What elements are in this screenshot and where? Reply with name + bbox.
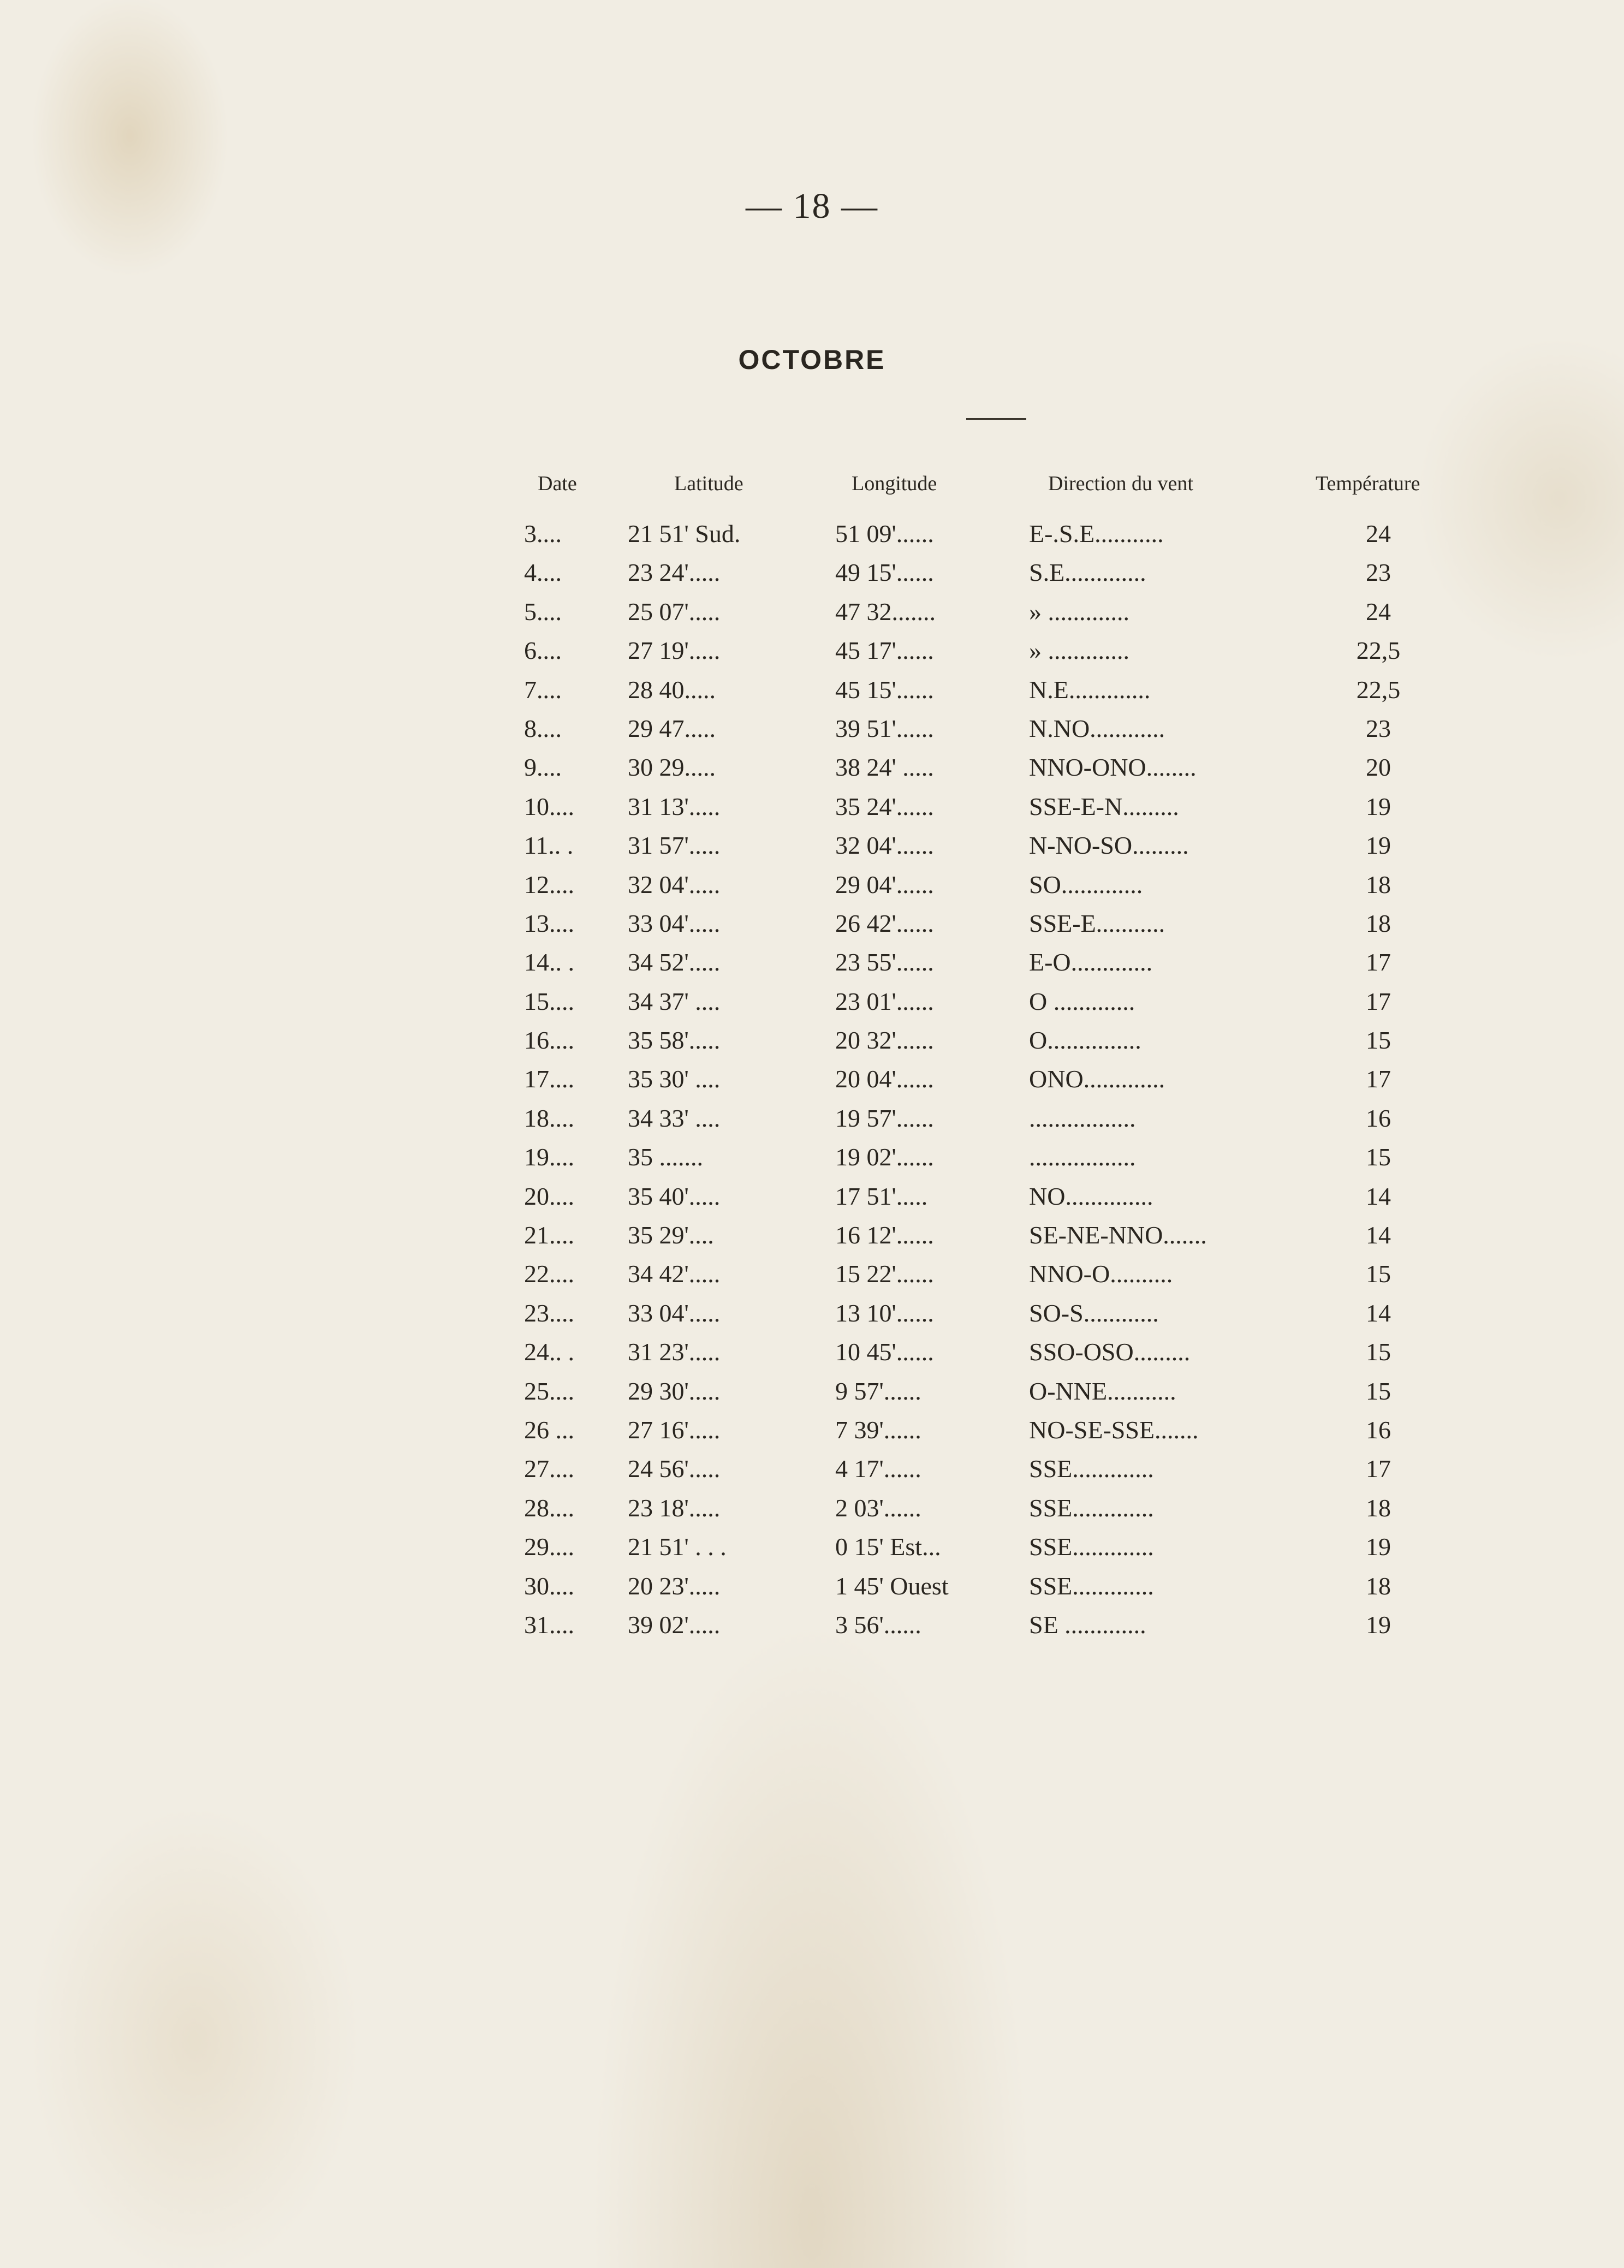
cell-longitude: 19 57'...... xyxy=(835,1104,934,1132)
table-row xyxy=(0,1294,1624,1332)
cell-temperature: 20 xyxy=(1366,753,1391,782)
cell-latitude: 25 07'..... xyxy=(628,597,721,626)
table-row xyxy=(0,1527,1624,1566)
table-row xyxy=(0,1099,1624,1138)
table-row xyxy=(0,904,1624,943)
table-row xyxy=(0,1138,1624,1176)
table-row xyxy=(0,670,1624,709)
cell-longitude: 10 45'...... xyxy=(835,1338,934,1366)
cell-date: 6.... xyxy=(524,636,562,665)
cell-wind-direction: SSO-OSO......... xyxy=(1029,1338,1191,1366)
table-row xyxy=(0,1410,1624,1449)
cell-latitude: 34 37' .... xyxy=(628,987,721,1015)
cell-date: 20.... xyxy=(524,1182,574,1210)
month-title: OCTOBRE xyxy=(738,344,886,375)
cell-date: 15.... xyxy=(524,987,574,1015)
cell-wind-direction: SE ............. xyxy=(1029,1610,1146,1639)
cell-temperature: 18 xyxy=(1366,1571,1391,1600)
cell-wind-direction: O-NNE........... xyxy=(1029,1377,1176,1405)
cell-wind-direction: NO-SE-SSE....... xyxy=(1029,1415,1199,1444)
cell-latitude: 35 58'..... xyxy=(628,1026,721,1055)
cell-longitude: 51 09'...... xyxy=(835,520,934,547)
cell-temperature: 24 xyxy=(1366,597,1391,626)
table-row xyxy=(0,1372,1624,1410)
cell-longitude: 17 51'..... xyxy=(835,1182,928,1210)
cell-temperature: 15 xyxy=(1366,1260,1391,1288)
cell-latitude: 33 04'..... xyxy=(628,909,721,937)
cell-latitude: 35 30' .... xyxy=(628,1065,721,1093)
cell-longitude: 39 51'...... xyxy=(835,714,934,742)
cell-wind-direction: SE-NE-NNO....... xyxy=(1029,1221,1207,1249)
table-row xyxy=(0,514,1624,553)
cell-temperature: 17 xyxy=(1366,987,1391,1015)
table-row xyxy=(0,1489,1624,1527)
cell-date: 19.... xyxy=(524,1143,574,1171)
cell-date: 30.... xyxy=(524,1571,574,1600)
cell-date: 24.. . xyxy=(524,1338,574,1366)
weather-table xyxy=(0,514,1624,1644)
cell-date: 9.... xyxy=(524,753,562,782)
cell-date: 5.... xyxy=(524,597,562,626)
cell-longitude: 26 42'...... xyxy=(835,909,934,937)
cell-wind-direction: E-O............. xyxy=(1029,948,1153,977)
cell-temperature: 14 xyxy=(1366,1299,1391,1327)
cell-latitude: 21 51' . . . xyxy=(628,1533,727,1561)
header-date: Date xyxy=(538,472,577,495)
cell-wind-direction: O............... xyxy=(1029,1026,1141,1055)
cell-date: 10.... xyxy=(524,792,574,820)
cell-wind-direction: ONO............. xyxy=(1029,1065,1165,1093)
cell-longitude: 1 45' Ouest xyxy=(835,1571,949,1600)
table-header xyxy=(0,472,1624,504)
table-row xyxy=(0,553,1624,592)
table-row xyxy=(0,709,1624,748)
cell-latitude: 35 29'.... xyxy=(628,1221,714,1249)
table-row xyxy=(0,787,1624,826)
cell-wind-direction: O ............. xyxy=(1029,987,1135,1015)
cell-date: 3.... xyxy=(524,520,562,547)
cell-wind-direction: SSE............. xyxy=(1029,1455,1154,1483)
cell-wind-direction: N.NO............ xyxy=(1029,714,1165,742)
cell-longitude: 45 17'...... xyxy=(835,636,934,665)
cell-date: 8.... xyxy=(524,714,562,742)
cell-temperature: 15 xyxy=(1366,1026,1391,1055)
cell-latitude: 21 51' Sud. xyxy=(628,520,741,547)
cell-temperature: 17 xyxy=(1366,1065,1391,1093)
cell-date: 28.... xyxy=(524,1493,574,1522)
cell-date: 7.... xyxy=(524,675,562,704)
cell-date: 21.... xyxy=(524,1221,574,1249)
cell-latitude: 34 33' .... xyxy=(628,1104,721,1132)
cell-date: 12.... xyxy=(524,870,574,898)
cell-longitude: 49 15'...... xyxy=(835,558,934,587)
cell-date: 14.. . xyxy=(524,948,574,977)
header-longitude: Longitude xyxy=(852,472,937,495)
table-row xyxy=(0,826,1624,865)
table-row xyxy=(0,1254,1624,1293)
table-row xyxy=(0,1177,1624,1216)
cell-temperature: 24 xyxy=(1366,520,1391,547)
cell-temperature: 22,5 xyxy=(1356,636,1401,665)
cell-wind-direction: N.E............. xyxy=(1029,675,1151,704)
cell-date: 23.... xyxy=(524,1299,574,1327)
cell-longitude: 0 15' Est... xyxy=(835,1533,941,1561)
cell-wind-direction: SSE-E........... xyxy=(1029,909,1165,937)
cell-temperature: 18 xyxy=(1366,1493,1391,1522)
cell-temperature: 19 xyxy=(1366,1610,1391,1639)
cell-longitude: 38 24' ..... xyxy=(835,753,934,782)
cell-wind-direction: E-.S.E........... xyxy=(1029,520,1164,547)
cell-longitude: 4 17'...... xyxy=(835,1455,921,1483)
cell-wind-direction: ................. xyxy=(1029,1104,1136,1132)
cell-latitude: 24 56'..... xyxy=(628,1455,721,1483)
cell-latitude: 23 24'..... xyxy=(628,558,721,587)
table-row xyxy=(0,1059,1624,1098)
cell-temperature: 22,5 xyxy=(1356,675,1401,704)
cell-temperature: 23 xyxy=(1366,714,1391,742)
cell-longitude: 2 03'...... xyxy=(835,1493,921,1522)
cell-temperature: 15 xyxy=(1366,1377,1391,1405)
cell-date: 29.... xyxy=(524,1533,574,1561)
cell-longitude: 23 55'...... xyxy=(835,948,934,977)
cell-temperature: 23 xyxy=(1366,558,1391,587)
cell-temperature: 16 xyxy=(1366,1104,1391,1132)
cell-latitude: 30 29..... xyxy=(628,753,716,782)
cell-temperature: 15 xyxy=(1366,1338,1391,1366)
cell-wind-direction: N-NO-SO......... xyxy=(1029,831,1189,860)
cell-latitude: 35 ....... xyxy=(628,1143,703,1171)
table-row xyxy=(0,1605,1624,1644)
cell-temperature: 17 xyxy=(1366,1455,1391,1483)
cell-longitude: 45 15'...... xyxy=(835,675,934,704)
cell-longitude: 13 10'...... xyxy=(835,1299,934,1327)
cell-wind-direction: SSE............. xyxy=(1029,1533,1154,1561)
cell-latitude: 28 40..... xyxy=(628,675,716,704)
cell-temperature: 19 xyxy=(1366,792,1391,820)
cell-wind-direction: NO.............. xyxy=(1029,1182,1153,1210)
title-rule xyxy=(966,418,1026,420)
cell-longitude: 20 32'...... xyxy=(835,1026,934,1055)
table-row xyxy=(0,1449,1624,1488)
cell-longitude: 15 22'...... xyxy=(835,1260,934,1288)
cell-longitude: 9 57'...... xyxy=(835,1377,921,1405)
cell-wind-direction: NNO-ONO........ xyxy=(1029,753,1197,782)
cell-wind-direction: SSE............. xyxy=(1029,1571,1154,1600)
cell-wind-direction: S.E............. xyxy=(1029,558,1146,587)
table-row xyxy=(0,631,1624,670)
cell-latitude: 31 57'..... xyxy=(628,831,721,860)
cell-latitude: 32 04'..... xyxy=(628,870,721,898)
cell-latitude: 23 18'..... xyxy=(628,1493,721,1522)
cell-temperature: 14 xyxy=(1366,1221,1391,1249)
cell-latitude: 27 16'..... xyxy=(628,1415,721,1444)
cell-longitude: 32 04'...... xyxy=(835,831,934,860)
table-row xyxy=(0,592,1624,631)
cell-wind-direction: » ............. xyxy=(1029,636,1129,665)
cell-temperature: 14 xyxy=(1366,1182,1391,1210)
cell-wind-direction: SSE-E-N......... xyxy=(1029,792,1179,820)
table-row xyxy=(0,1332,1624,1371)
cell-temperature: 19 xyxy=(1366,831,1391,860)
cell-temperature: 16 xyxy=(1366,1415,1391,1444)
cell-longitude: 29 04'...... xyxy=(835,870,934,898)
cell-date: 11.. . xyxy=(524,831,574,860)
cell-date: 4.... xyxy=(524,558,562,587)
header-latitude: Latitude xyxy=(674,472,743,495)
cell-wind-direction: NNO-O.......... xyxy=(1029,1260,1173,1288)
table-row xyxy=(0,1567,1624,1605)
cell-wind-direction: SO-S............ xyxy=(1029,1299,1159,1327)
cell-longitude: 3 56'...... xyxy=(835,1610,921,1639)
cell-date: 31.... xyxy=(524,1610,574,1639)
cell-wind-direction: » ............. xyxy=(1029,597,1129,626)
table-row xyxy=(0,1216,1624,1254)
cell-wind-direction: ................. xyxy=(1029,1143,1136,1171)
header-wind-direction: Direction du vent xyxy=(1048,472,1193,495)
cell-latitude: 33 04'..... xyxy=(628,1299,721,1327)
cell-date: 16.... xyxy=(524,1026,574,1055)
cell-wind-direction: SSE............. xyxy=(1029,1493,1154,1522)
cell-longitude: 16 12'...... xyxy=(835,1221,934,1249)
table-row xyxy=(0,748,1624,787)
cell-date: 25.... xyxy=(524,1377,574,1405)
cell-latitude: 27 19'..... xyxy=(628,636,721,665)
table-row xyxy=(0,982,1624,1021)
cell-temperature: 17 xyxy=(1366,948,1391,977)
cell-date: 27.... xyxy=(524,1455,574,1483)
cell-longitude: 20 04'...... xyxy=(835,1065,934,1093)
cell-latitude: 29 47..... xyxy=(628,714,716,742)
cell-temperature: 18 xyxy=(1366,909,1391,937)
cell-latitude: 34 42'..... xyxy=(628,1260,721,1288)
cell-wind-direction: SO............. xyxy=(1029,870,1143,898)
cell-longitude: 7 39'...... xyxy=(835,1415,921,1444)
cell-latitude: 20 23'..... xyxy=(628,1571,721,1600)
cell-temperature: 18 xyxy=(1366,870,1391,898)
cell-date: 26 ... xyxy=(524,1415,574,1444)
cell-longitude: 35 24'...... xyxy=(835,792,934,820)
cell-longitude: 23 01'...... xyxy=(835,987,934,1015)
page-number: — 18 — xyxy=(746,186,878,226)
cell-latitude: 35 40'..... xyxy=(628,1182,721,1210)
cell-date: 22.... xyxy=(524,1260,574,1288)
cell-latitude: 31 13'..... xyxy=(628,792,721,820)
table-row xyxy=(0,1021,1624,1059)
cell-latitude: 34 52'..... xyxy=(628,948,721,977)
cell-date: 18.... xyxy=(524,1104,574,1132)
cell-latitude: 29 30'..... xyxy=(628,1377,721,1405)
cell-date: 17.... xyxy=(524,1065,574,1093)
cell-date: 13.... xyxy=(524,909,574,937)
cell-latitude: 31 23'..... xyxy=(628,1338,721,1366)
cell-temperature: 15 xyxy=(1366,1143,1391,1171)
cell-latitude: 39 02'..... xyxy=(628,1610,721,1639)
table-row xyxy=(0,943,1624,981)
cell-temperature: 19 xyxy=(1366,1533,1391,1561)
cell-longitude: 19 02'...... xyxy=(835,1143,934,1171)
header-temperature: Température xyxy=(1316,472,1420,495)
cell-longitude: 47 32....... xyxy=(835,597,936,626)
table-row xyxy=(0,865,1624,904)
